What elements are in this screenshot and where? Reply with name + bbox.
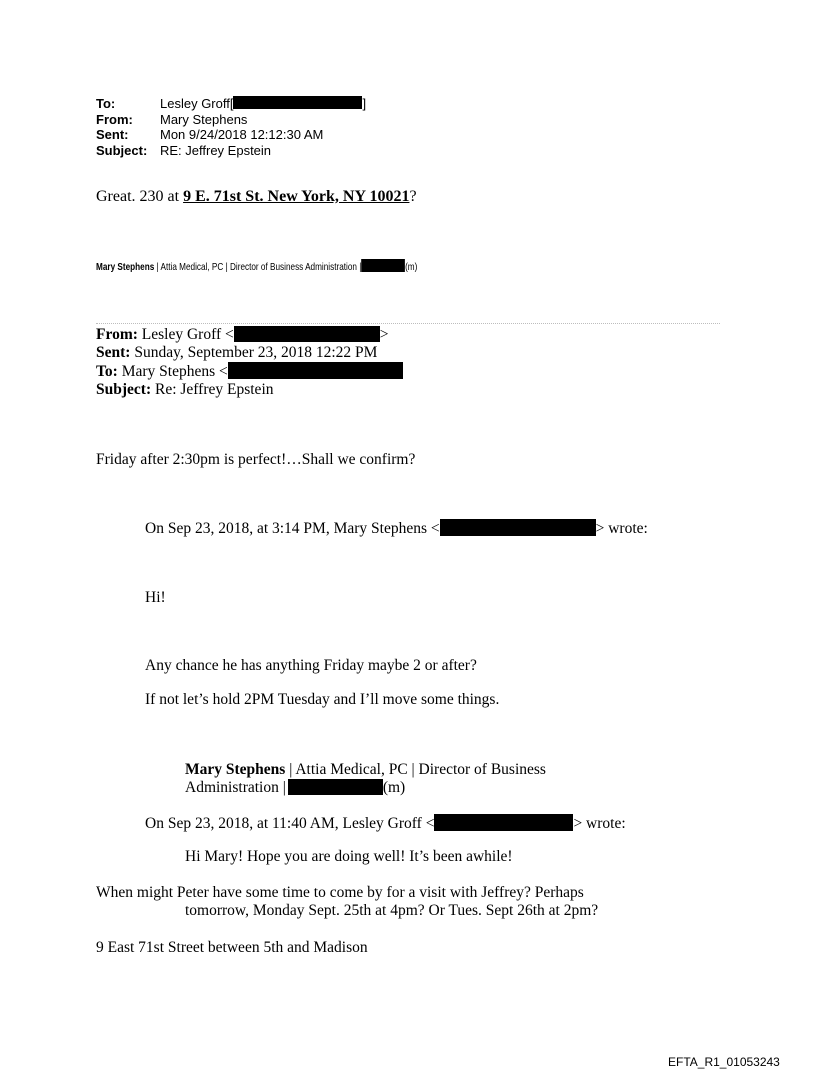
message-text: Hi Mary! Hope you are doing well! It’s been awhile! bbox=[185, 848, 513, 865]
quote-attribution-prefix: On Sep 23, 2018, at 11:40 AM, Lesley Groff < bbox=[145, 815, 435, 832]
reply-message bbox=[96, 188, 417, 206]
signature-title-cont: Administration | bbox=[185, 779, 286, 796]
quote-attribution-suffix: > wrote: bbox=[573, 815, 626, 832]
signature-small-rest: | Attia Medical, PC | Director of Business Administration | bbox=[154, 261, 362, 273]
forwarded-sent-value: Sunday, September 23, 2018 12:22 PM bbox=[130, 344, 378, 361]
message-line: tomorrow, Monday Sept. 25th at 4pm? Or Tues. Sept 26th at 2pm? bbox=[185, 902, 599, 919]
header-sent-value: Mon 9/24/2018 12:12:30 AM bbox=[160, 127, 324, 142]
redaction-box bbox=[361, 259, 405, 272]
signature-block bbox=[185, 761, 546, 797]
message-line: When might Peter have some time to come by for a visit with Jeffrey? Perhaps bbox=[96, 884, 584, 901]
signature-name: Mary Stephens bbox=[185, 761, 286, 778]
reply-prefix: Great. 230 at bbox=[96, 188, 184, 205]
signature-line-1 bbox=[185, 761, 546, 779]
header-to-close: ] bbox=[362, 96, 367, 111]
forwarded-subject-row bbox=[96, 381, 403, 399]
message-paragraph bbox=[96, 884, 598, 920]
redaction-box bbox=[233, 96, 362, 109]
header-sent-row bbox=[96, 127, 366, 143]
quote-attribution-prefix: On Sep 23, 2018, at 3:14 PM, Mary Stephens < bbox=[145, 520, 440, 537]
signature-line-2 bbox=[185, 779, 546, 797]
message-text: Hi! bbox=[145, 589, 166, 606]
forwarded-to-value: Mary Stephens < bbox=[117, 363, 228, 380]
forwarded-sent-label: Sent: bbox=[96, 344, 131, 361]
header-to-value: Lesley Groff[ bbox=[160, 96, 234, 111]
redaction-box bbox=[434, 814, 573, 831]
forwarded-from-row bbox=[96, 326, 403, 344]
quote-attribution-suffix: > wrote: bbox=[595, 520, 648, 537]
forwarded-sent-row bbox=[96, 344, 403, 362]
forwarded-header bbox=[96, 326, 403, 399]
signature-mobile: (m) bbox=[382, 779, 406, 796]
signature-small-name: Mary Stephens bbox=[96, 261, 155, 273]
quote-attribution bbox=[145, 519, 648, 538]
header-from-row bbox=[96, 112, 366, 128]
header-sent-label: Sent: bbox=[96, 127, 129, 142]
header-from-label: From: bbox=[96, 111, 133, 127]
forwarded-to-label: To: bbox=[96, 363, 118, 380]
signature-title: | Attia Medical, PC | Director of Business bbox=[285, 761, 546, 778]
forwarded-subject-label: Subject: bbox=[96, 381, 152, 398]
message-text: Friday after 2:30pm is perfect!…Shall we confirm? bbox=[96, 451, 416, 468]
header-subject-row bbox=[96, 143, 366, 159]
message-divider bbox=[96, 323, 720, 324]
quote-attribution bbox=[145, 814, 626, 833]
redaction-box bbox=[288, 779, 383, 795]
signature-small-mobile: (m) bbox=[405, 261, 418, 273]
address-link[interactable]: 9 E. 71st St. New York, NY 10021 bbox=[183, 188, 410, 205]
forwarded-to-row bbox=[96, 362, 403, 381]
forwarded-from-value: Lesley Groff < bbox=[137, 326, 234, 343]
message-text: If not let’s hold 2PM Tuesday and I’ll move some things. bbox=[145, 691, 500, 708]
header-subject-value: RE: Jeffrey Epstein bbox=[160, 142, 272, 158]
forwarded-subject-value: Re: Jeffrey Epstein bbox=[151, 381, 274, 398]
signature-small bbox=[96, 259, 417, 273]
redaction-box bbox=[234, 326, 380, 342]
reply-suffix: ? bbox=[409, 188, 417, 205]
message-text: Any chance he has anything Friday maybe 2 or after? bbox=[145, 657, 477, 674]
header-from-value: Mary Stephens bbox=[160, 111, 248, 127]
email-header bbox=[96, 96, 366, 158]
forwarded-from-label: From: bbox=[96, 326, 138, 343]
header-subject-label: Subject: bbox=[96, 142, 148, 158]
document-id: EFTA_R1_01053243 bbox=[668, 1055, 780, 1069]
header-to-label: To: bbox=[96, 96, 116, 111]
message-text: 9 East 71st Street between 5th and Madison bbox=[96, 939, 368, 956]
header-to-row bbox=[96, 96, 366, 112]
redaction-box bbox=[440, 519, 596, 536]
redaction-box bbox=[228, 362, 403, 379]
forwarded-from-close: > bbox=[379, 326, 389, 343]
